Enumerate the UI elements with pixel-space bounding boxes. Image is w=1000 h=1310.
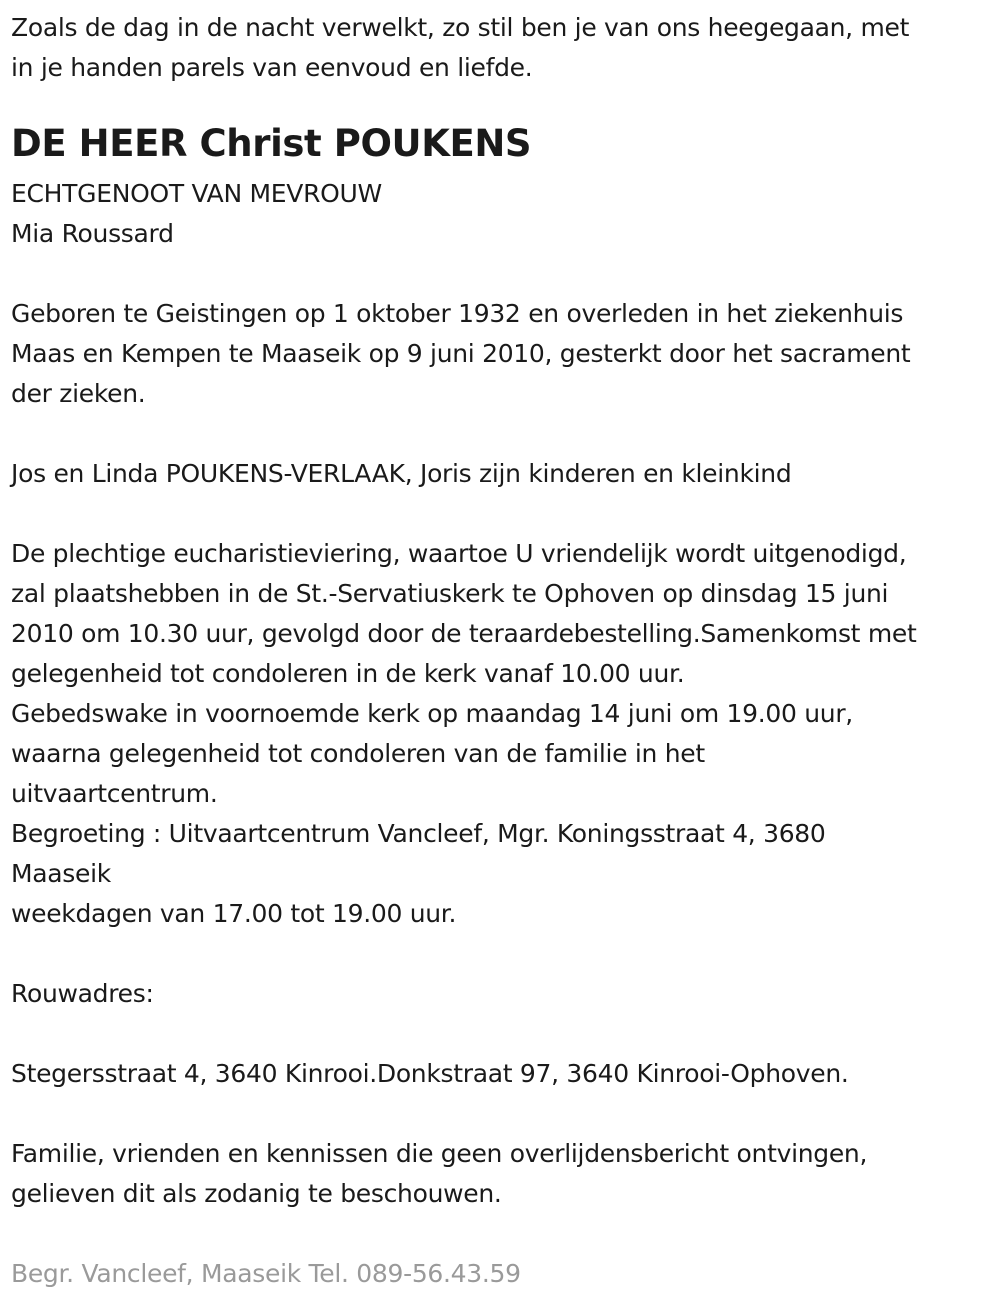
ceremony-line: uitvaartcentrum. <box>11 779 218 808</box>
mourning-address: Stegersstraat 4, 3640 Kinrooi.Donkstraat 97, 3640 Kinrooi-Ophoven. <box>11 1059 849 1088</box>
birth-death-line: Geboren te Geistingen op 1 oktober 1932 en overleden in het ziekenhuis <box>11 299 904 328</box>
spacer <box>11 1214 996 1254</box>
ceremony-line: gelegenheid tot condoleren in de kerk vanaf 10.00 uur. <box>11 659 685 688</box>
ceremony-line: waarna gelegenheid tot condoleren van de familie in het <box>11 739 705 768</box>
birth-death-paragraph <box>11 294 996 414</box>
intro-verse <box>11 8 996 88</box>
spouse-name: Mia Roussard <box>11 219 174 248</box>
intro-line: Zoals de dag in de nacht verwelkt, zo stil ben je van ons heegegaan, met <box>11 13 910 42</box>
ceremony-line: weekdagen van 17.00 tot 19.00 uur. <box>11 899 457 928</box>
spacer <box>11 1014 996 1054</box>
deceased-name: DE HEER Christ POUKENS <box>11 122 532 165</box>
spacer <box>11 1094 996 1134</box>
spacer <box>11 934 996 974</box>
obituary-notice <box>11 8 996 1294</box>
ceremony-line: Maaseik <box>11 859 111 888</box>
closing-line: Familie, vrienden en kennissen die geen overlijdensbericht ontvingen, <box>11 1139 868 1168</box>
intro-line: in je handen parels van eenvoud en liefde. <box>11 53 533 82</box>
ceremony-line: Gebedswake in voornoemde kerk op maandag 14 juni om 19.00 uur, <box>11 699 853 728</box>
ceremony-paragraph <box>11 534 996 934</box>
ceremony-line: zal plaatshebben in de St.-Servatiuskerk te Ophoven op dinsdag 15 juni <box>11 579 889 608</box>
mourning-address-label: Rouwadres: <box>11 979 154 1008</box>
ceremony-line: Begroeting : Uitvaartcentrum Vancleef, Mgr. Koningsstraat 4, 3680 <box>11 819 826 848</box>
spacer <box>11 254 996 294</box>
birth-death-line: Maas en Kempen te Maaseik op 9 juni 2010, gesterkt door het sacrament <box>11 339 911 368</box>
ceremony-line: 2010 om 10.30 uur, gevolgd door de teraardebestelling.Samenkomst met <box>11 619 917 648</box>
spouse-label: ECHTGENOOT VAN MEVROUW <box>11 179 382 208</box>
closing-line: gelieven dit als zodanig te beschouwen. <box>11 1179 502 1208</box>
closing-paragraph <box>11 1134 996 1214</box>
family-line: Jos en Linda POUKENS-VERLAAK, Joris zijn kinderen en kleinkind <box>11 459 792 488</box>
funeral-home-footer: Begr. Vancleef, Maaseik Tel. 089-56.43.59 <box>11 1259 521 1288</box>
birth-death-line: der zieken. <box>11 379 146 408</box>
spacer <box>11 494 996 534</box>
ceremony-line: De plechtige eucharistieviering, waartoe U vriendelijk wordt uitgenodigd, <box>11 539 907 568</box>
spacer <box>11 414 996 454</box>
